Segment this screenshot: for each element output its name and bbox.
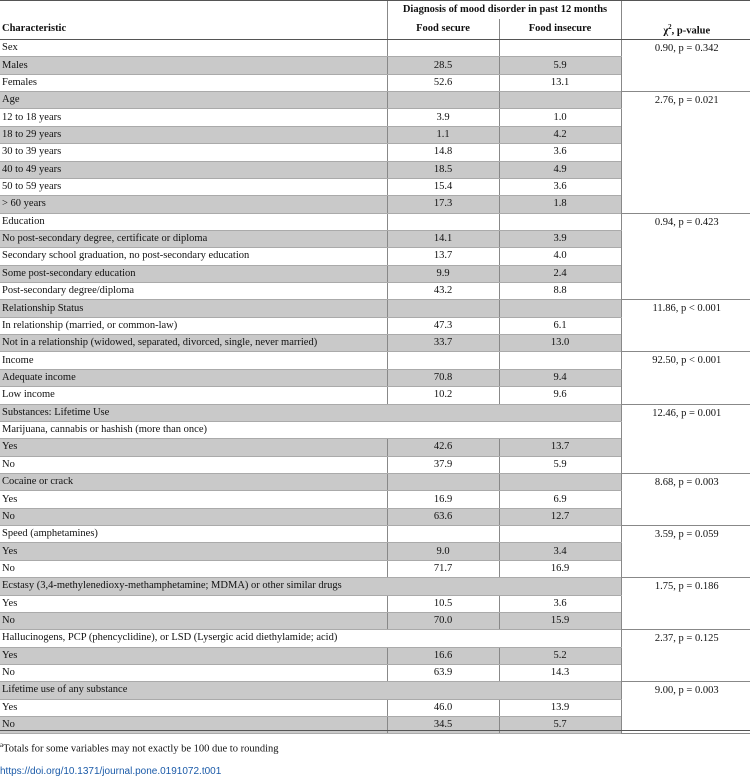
row-label: Income: [0, 352, 387, 369]
food-secure-value: 14.8: [387, 144, 499, 161]
food-insecure-value: 15.9: [499, 612, 621, 629]
header-blank: [0, 1, 387, 19]
food-secure-value: 43.2: [387, 283, 499, 300]
food-secure-value: 1.1: [387, 126, 499, 143]
row-label: Yes: [0, 647, 387, 664]
food-insecure-value: [499, 473, 621, 490]
food-insecure-value: 1.8: [499, 196, 621, 213]
food-secure-value: 10.5: [387, 595, 499, 612]
food-insecure-value: 16.9: [499, 560, 621, 577]
food-insecure-value: [499, 40, 621, 57]
table-row: [0, 526, 750, 543]
food-insecure-value: 1.0: [499, 109, 621, 126]
food-insecure-value: [499, 300, 621, 317]
food-secure-value: 63.9: [387, 664, 499, 681]
food-insecure-value: 9.6: [499, 387, 621, 404]
row-label: Age: [0, 92, 387, 109]
table-row: [0, 682, 750, 699]
chi-header-rest: , p-value: [671, 25, 711, 36]
row-label: 40 to 49 years: [0, 161, 387, 178]
food-insecure-value: 5.2: [499, 647, 621, 664]
food-insecure-value: 13.7: [499, 439, 621, 456]
row-label: Adequate income: [0, 369, 387, 386]
food-insecure-value: 5.9: [499, 456, 621, 473]
header-row-group: [0, 1, 750, 19]
food-insecure-value: 9.4: [499, 369, 621, 386]
row-label: Sex: [0, 40, 387, 57]
chi-symbol: χ: [663, 25, 669, 36]
food-insecure-value: 2.4: [499, 265, 621, 282]
table-row: [0, 40, 750, 57]
food-secure-value: 3.9: [387, 109, 499, 126]
row-label: 18 to 29 years: [0, 126, 387, 143]
food-secure-value: 34.5: [387, 717, 499, 734]
row-label: 50 to 59 years: [0, 178, 387, 195]
row-label: No: [0, 717, 387, 734]
table-body: [0, 40, 750, 734]
food-insecure-value: 5.7: [499, 717, 621, 734]
table-row: [0, 404, 750, 421]
chi-square-value: 12.46, p = 0.001: [621, 404, 750, 473]
food-secure-value: [387, 92, 499, 109]
food-insecure-value: 4.0: [499, 248, 621, 265]
table-row: [0, 630, 750, 647]
chi-square-value: 3.59, p = 0.059: [621, 526, 750, 578]
row-label: Low income: [0, 387, 387, 404]
food-insecure-value: 3.4: [499, 543, 621, 560]
food-secure-value: 15.4: [387, 178, 499, 195]
food-secure-value: 16.6: [387, 647, 499, 664]
table-row: [0, 473, 750, 490]
food-insecure-value: 14.3: [499, 664, 621, 681]
food-secure-value: 70.8: [387, 369, 499, 386]
header-blank-stat: [621, 1, 750, 19]
row-label: Relationship Status: [0, 300, 387, 317]
food-insecure-value: 3.6: [499, 178, 621, 195]
col-header-food-insecure: Food insecure: [499, 19, 621, 40]
chi-square-value: 92.50, p < 0.001: [621, 352, 750, 404]
food-secure-value: 33.7: [387, 335, 499, 352]
food-secure-value: 63.6: [387, 508, 499, 525]
table-footnote: [0, 730, 750, 760]
row-label: Substances: Lifetime Use: [0, 404, 621, 421]
food-secure-value: [387, 526, 499, 543]
row-label: Yes: [0, 699, 387, 716]
chi-square-value: 11.86, p < 0.001: [621, 300, 750, 352]
row-label: No: [0, 456, 387, 473]
col-header-chi-square: [621, 19, 750, 40]
table-row: [0, 578, 750, 595]
row-label: 12 to 18 years: [0, 109, 387, 126]
row-label: Yes: [0, 543, 387, 560]
row-label: Cocaine or crack: [0, 473, 387, 490]
food-secure-value: 10.2: [387, 387, 499, 404]
row-label: Lifetime use of any substance: [0, 682, 621, 699]
chi-square-value: 2.76, p = 0.021: [621, 92, 750, 214]
col-header-characteristic: Characteristic: [0, 19, 387, 40]
row-label: Yes: [0, 595, 387, 612]
food-secure-value: 9.0: [387, 543, 499, 560]
row-label: No: [0, 508, 387, 525]
row-label: Some post-secondary education: [0, 265, 387, 282]
row-label: Yes: [0, 491, 387, 508]
footnote-text: Totals for some variables may not exactly be 100 due to rounding: [3, 743, 279, 755]
food-insecure-value: 13.0: [499, 335, 621, 352]
row-label: Males: [0, 57, 387, 74]
chi-square-value: 9.00, p = 0.003: [621, 682, 750, 734]
food-insecure-value: 3.6: [499, 595, 621, 612]
row-label: No: [0, 560, 387, 577]
group-header: Diagnosis of mood disorder in past 12 months: [387, 1, 621, 19]
food-insecure-value: [499, 526, 621, 543]
food-secure-value: [387, 213, 499, 230]
food-secure-value: 28.5: [387, 57, 499, 74]
food-insecure-value: 12.7: [499, 508, 621, 525]
food-insecure-value: 3.6: [499, 144, 621, 161]
table-row: [0, 352, 750, 369]
col-header-food-secure: Food secure: [387, 19, 499, 40]
food-insecure-value: 13.9: [499, 699, 621, 716]
table-row: [0, 92, 750, 109]
chi-square-value: 0.90, p = 0.342: [621, 40, 750, 92]
table-row: [0, 213, 750, 230]
food-insecure-value: 6.1: [499, 317, 621, 334]
row-label: Females: [0, 74, 387, 91]
food-secure-value: [387, 40, 499, 57]
food-insecure-value: 4.2: [499, 126, 621, 143]
food-secure-value: [387, 473, 499, 490]
food-secure-value: 13.7: [387, 248, 499, 265]
row-label: Not in a relationship (widowed, separated, divorced, single, never married): [0, 335, 387, 352]
food-insecure-value: 5.9: [499, 57, 621, 74]
row-label: No: [0, 664, 387, 681]
food-insecure-value: 6.9: [499, 491, 621, 508]
food-secure-value: 9.9: [387, 265, 499, 282]
food-insecure-value: [499, 213, 621, 230]
table-row: [0, 300, 750, 317]
row-label: No post-secondary degree, certificate or diploma: [0, 230, 387, 247]
food-secure-value: [387, 300, 499, 317]
food-secure-value: 42.6: [387, 439, 499, 456]
row-label: Speed (amphetamines): [0, 526, 387, 543]
chi-superscript: 2: [668, 22, 672, 31]
row-label: Post-secondary degree/diploma: [0, 283, 387, 300]
chi-square-value: 0.94, p = 0.423: [621, 213, 750, 300]
food-insecure-value: 13.1: [499, 74, 621, 91]
footnote-marker: a: [0, 741, 4, 749]
food-secure-value: 17.3: [387, 196, 499, 213]
food-insecure-value: 4.9: [499, 161, 621, 178]
food-secure-value: 46.0: [387, 699, 499, 716]
row-label: Yes: [0, 439, 387, 456]
food-secure-value: 18.5: [387, 161, 499, 178]
chi-square-value: 2.37, p = 0.125: [621, 630, 750, 682]
row-label: Secondary school graduation, no post-secondary education: [0, 248, 387, 265]
row-label: Marijuana, cannabis or hashish (more than once): [0, 421, 621, 438]
chi-square-value: 8.68, p = 0.003: [621, 473, 750, 525]
food-insecure-value: [499, 92, 621, 109]
row-label: > 60 years: [0, 196, 387, 213]
chi-square-value: 1.75, p = 0.186: [621, 578, 750, 630]
food-insecure-value: [499, 352, 621, 369]
row-label: 30 to 39 years: [0, 144, 387, 161]
food-insecure-value: 8.8: [499, 283, 621, 300]
row-label: Ecstasy (3,4-methylenedioxy-methamphetamine; MDMA) or other similar drugs: [0, 578, 621, 595]
food-secure-value: 52.6: [387, 74, 499, 91]
food-secure-value: 70.0: [387, 612, 499, 629]
row-label: Education: [0, 213, 387, 230]
row-label: Hallucinogens, PCP (phencyclidine), or LSD (Lysergic acid diethylamide; acid): [0, 630, 621, 647]
food-secure-value: [387, 352, 499, 369]
food-secure-value: 71.7: [387, 560, 499, 577]
row-label: In relationship (married, or common-law): [0, 317, 387, 334]
doi-link[interactable]: https://doi.org/10.1371/journal.pone.0191072.t001: [0, 766, 222, 777]
food-secure-value: 16.9: [387, 491, 499, 508]
row-label: No: [0, 612, 387, 629]
food-secure-value: 47.3: [387, 317, 499, 334]
header-row-columns: [0, 19, 750, 40]
food-secure-value: 37.9: [387, 456, 499, 473]
food-insecure-value: 3.9: [499, 230, 621, 247]
food-secure-value: 14.1: [387, 230, 499, 247]
